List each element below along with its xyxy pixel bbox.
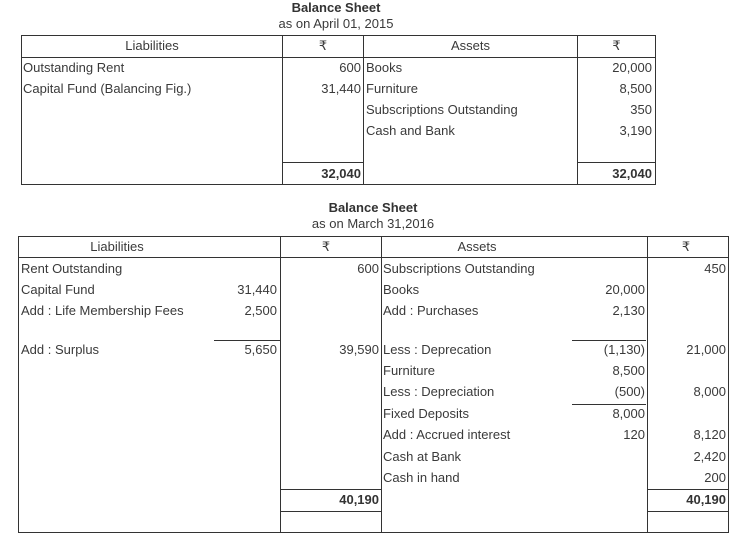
sheet2-asset-subamount: (500) [614, 384, 645, 399]
sheet1-asset-label: Furniture [366, 81, 419, 96]
sheet2-asset-label: Cash in hand [383, 470, 460, 485]
sheet1-header-rupee-2: ₹ [612, 38, 621, 53]
sheet2-asset-amount: 8,000 [693, 384, 726, 399]
sheet2-total-assets: 40,190 [686, 492, 726, 507]
sheet2-header-rupee-2: ₹ [681, 239, 691, 254]
sheet2-liability-label: Add : Life Membership Fees [21, 303, 184, 318]
sheet2-liability-label: Rent Outstanding [21, 261, 123, 276]
sheet1-header-rupee-1: ₹ [318, 38, 328, 53]
sheet2-asset-label: Fixed Deposits [383, 406, 469, 421]
sheet1-header-liabilities: Liabilities [125, 38, 179, 53]
sheet1-liability-label: Outstanding Rent [23, 60, 125, 75]
sheet2-asset-label: Less : Deprecation [383, 342, 492, 357]
sheet2-subtitle: as on March 31,2016 [311, 216, 435, 231]
sheet2-asset-subamount: 120 [623, 427, 645, 442]
sheet2-liability-subamount: 2,500 [244, 303, 277, 318]
sheet2-header-liabilities: Liabilities [90, 239, 144, 254]
sheet1-asset-amount: 350 [630, 102, 652, 117]
sheet2-asset-label: Subscriptions Outstanding [383, 261, 535, 276]
sheet2-title: Balance Sheet [328, 200, 418, 215]
sheet1-liability-amount: 600 [339, 60, 361, 75]
sheet2-asset-amount: 2,420 [693, 449, 726, 464]
sheet2-asset-amount: 450 [704, 261, 726, 276]
sheet2-asset-subamount: 8,500 [612, 363, 645, 378]
sheet2-header-rupee-1: ₹ [321, 239, 331, 254]
sheet2-liability-label: Capital Fund [21, 282, 95, 297]
sheet1-asset-label: Cash and Bank [366, 123, 455, 138]
sheet1-asset-label: Subscriptions Outstanding [366, 102, 518, 117]
sheet2-liability-amount: 39,590 [339, 342, 379, 357]
sheet1-subtitle: as on April 01, 2015 [278, 16, 394, 31]
sheet2-liability-subamount: 5,650 [244, 342, 277, 357]
sheet2-asset-amount: 200 [704, 470, 726, 485]
sheet2-asset-amount: 21,000 [686, 342, 726, 357]
sheet1-liability-label: Capital Fund (Balancing Fig.) [23, 81, 192, 96]
sheet1-asset-label: Books [366, 60, 403, 75]
sheet2-asset-subamount: 2,130 [612, 303, 645, 318]
sheet2-liability-label: Add : Surplus [21, 342, 100, 357]
sheet1-asset-amount: 20,000 [612, 60, 652, 75]
sheet2-asset-subamount: 8,000 [612, 406, 645, 421]
sheet2-liability-amount: 600 [357, 261, 379, 276]
sheet2-total-liabilities: 40,190 [339, 492, 379, 507]
sheet2-asset-label: Add : Purchases [383, 303, 479, 318]
sheet2-header-assets: Assets [457, 239, 497, 254]
sheet1-liability-amount: 31,440 [321, 81, 361, 96]
sheet2-asset-subamount: (1,130) [603, 342, 645, 357]
sheet2-liability-subamount: 31,440 [237, 282, 277, 297]
sheet2-asset-label: Add : Accrued interest [383, 427, 511, 442]
sheet2-asset-amount: 8,120 [693, 427, 726, 442]
sheet1-total-liabilities: 32,040 [321, 166, 361, 181]
sheet1-total-assets: 32,040 [612, 166, 652, 181]
sheet1-title: Balance Sheet [291, 0, 381, 15]
sheet1-asset-amount: 3,190 [619, 123, 652, 138]
sheet1-asset-amount: 8,500 [619, 81, 652, 96]
sheet2-asset-label: Cash at Bank [383, 449, 462, 464]
sheet2-asset-label: Books [383, 282, 420, 297]
sheet2-asset-label: Less : Depreciation [383, 384, 495, 399]
sheet2-asset-label: Furniture [383, 363, 436, 378]
sheet1-header-assets: Assets [450, 38, 490, 53]
sheet2-asset-subamount: 20,000 [605, 282, 645, 297]
